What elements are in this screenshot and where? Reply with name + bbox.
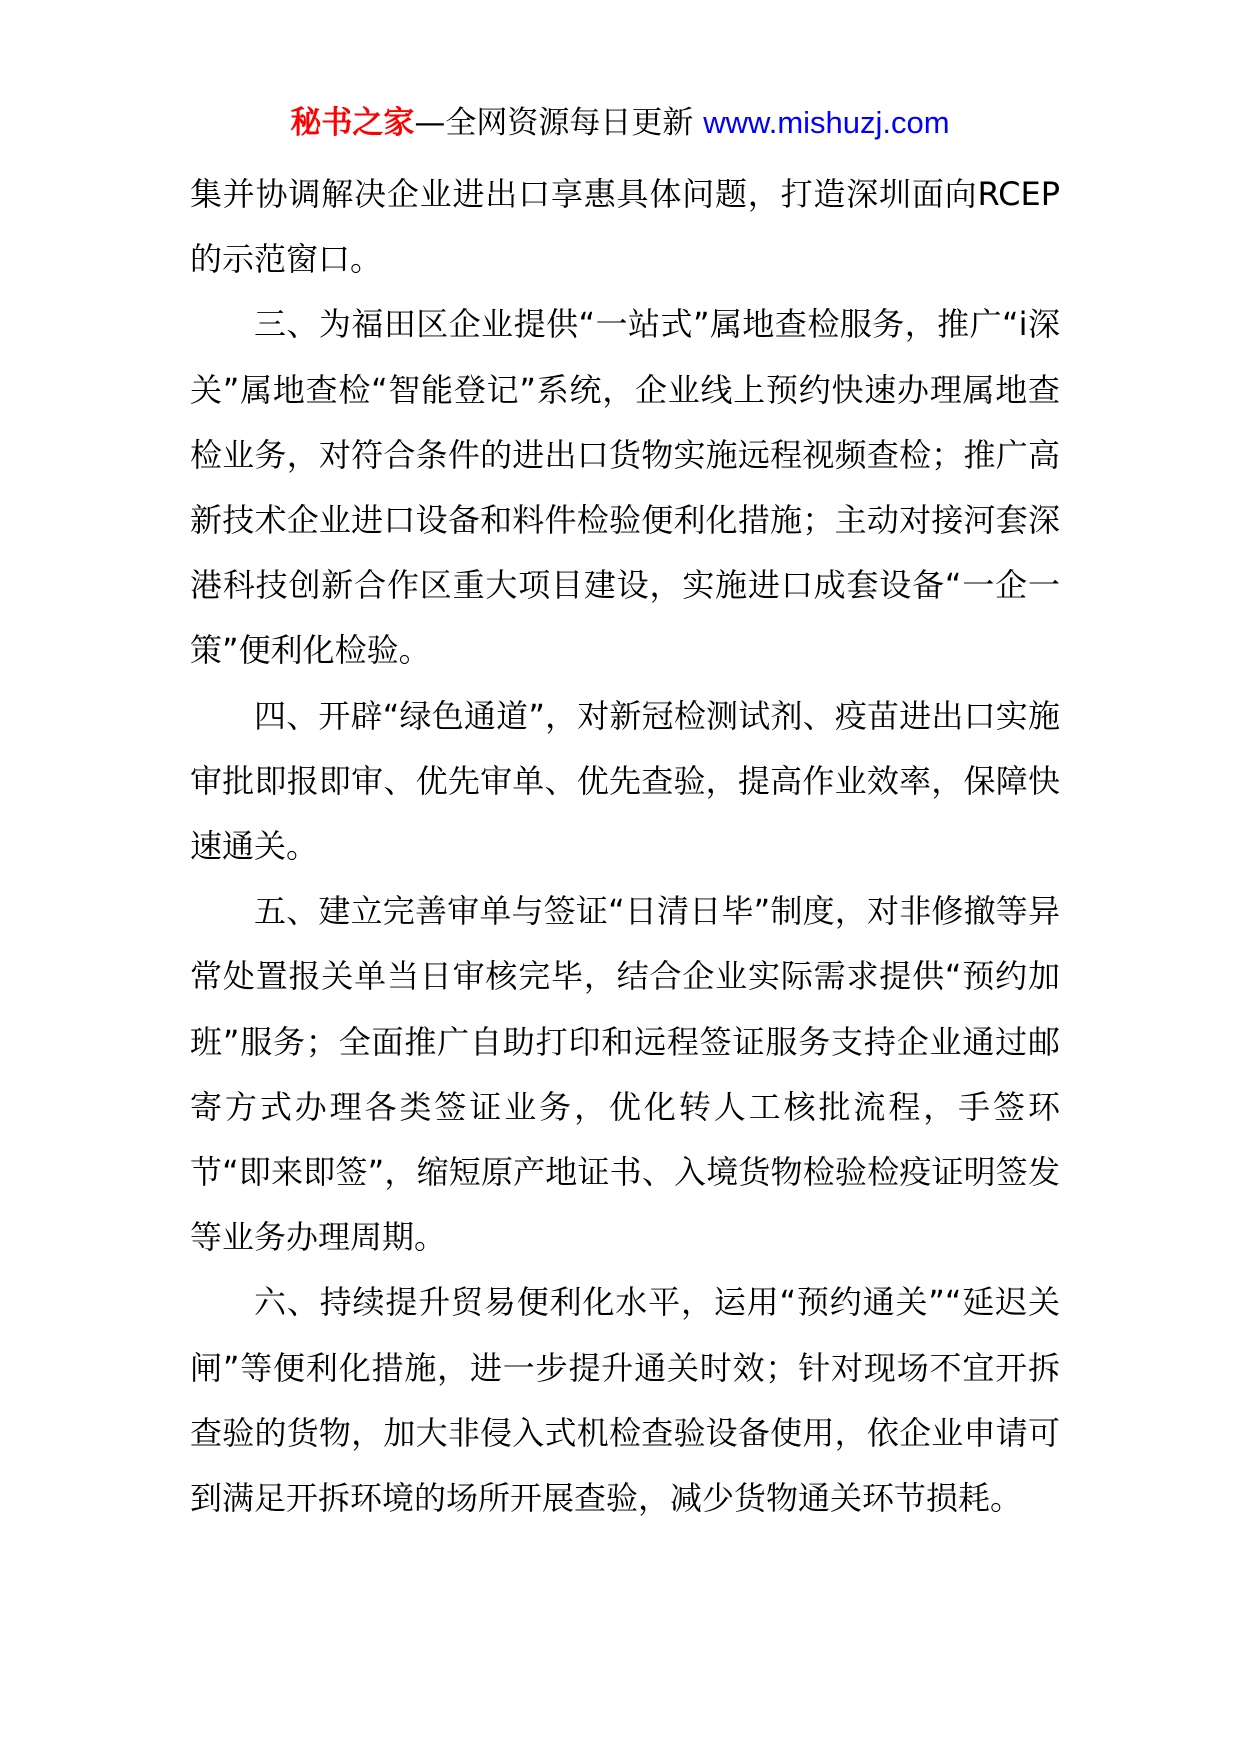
header-tagline: —全网资源每日更新 xyxy=(414,105,694,141)
website-link[interactable]: www.mishuzj.com xyxy=(703,105,950,140)
document-body xyxy=(190,162,1060,1531)
page-header xyxy=(0,100,1240,146)
paragraph-section-3: 三、为福田区企业提供“一站式”属地查检服务，推广“i深关”属地查检“智能登记”系统，企业线上预约快速办理属地查检业务，对符合条件的进出口货物实施远程视频查检；推广高新技术企业进口设备和料件检验便利化措施；主动对接河套深港科技创新合作区重大项目建设，实施进口成套设备“一企一策”便利化检验。 xyxy=(190,305,1060,670)
paragraph-section-6: 六、持续提升贸易便利化水平，运用“预约通关”“延迟关闸”等便利化措施，进一步提升通关时效；针对现场不宜开拆查验的货物，加大非侵入式机检查验设备使用，依企业申请可到满足开拆环境的场所开展查验，减少货物通关环节损耗。 xyxy=(190,1283,1060,1518)
paragraph-section-5: 五、建立完善审单与签证“日清日毕”制度，对非修撤等异常处置报关单当日审核完毕，结合企业实际需求提供“预约加班”服务；全面推广自助打印和远程签证服务支持企业通过邮寄方式办理各类签证业务，优化转人工核批流程，手签环节“即来即签”，缩短原产地证书、入境货物检验检疫证明签发等业务办理周期。 xyxy=(190,892,1060,1257)
brand-name: 秘书之家 xyxy=(290,105,415,141)
paragraph-section-4: 四、开辟“绿色通道”，对新冠检测试剂、疫苗进出口实施审批即报即审、优先审单、优先查验，提高作业效率，保障快速通关。 xyxy=(190,696,1060,866)
paragraph-continuation: 集并协调解决企业进出口享惠具体问题，打造深圳面向RCEP的示范窗口。 xyxy=(190,175,1060,279)
